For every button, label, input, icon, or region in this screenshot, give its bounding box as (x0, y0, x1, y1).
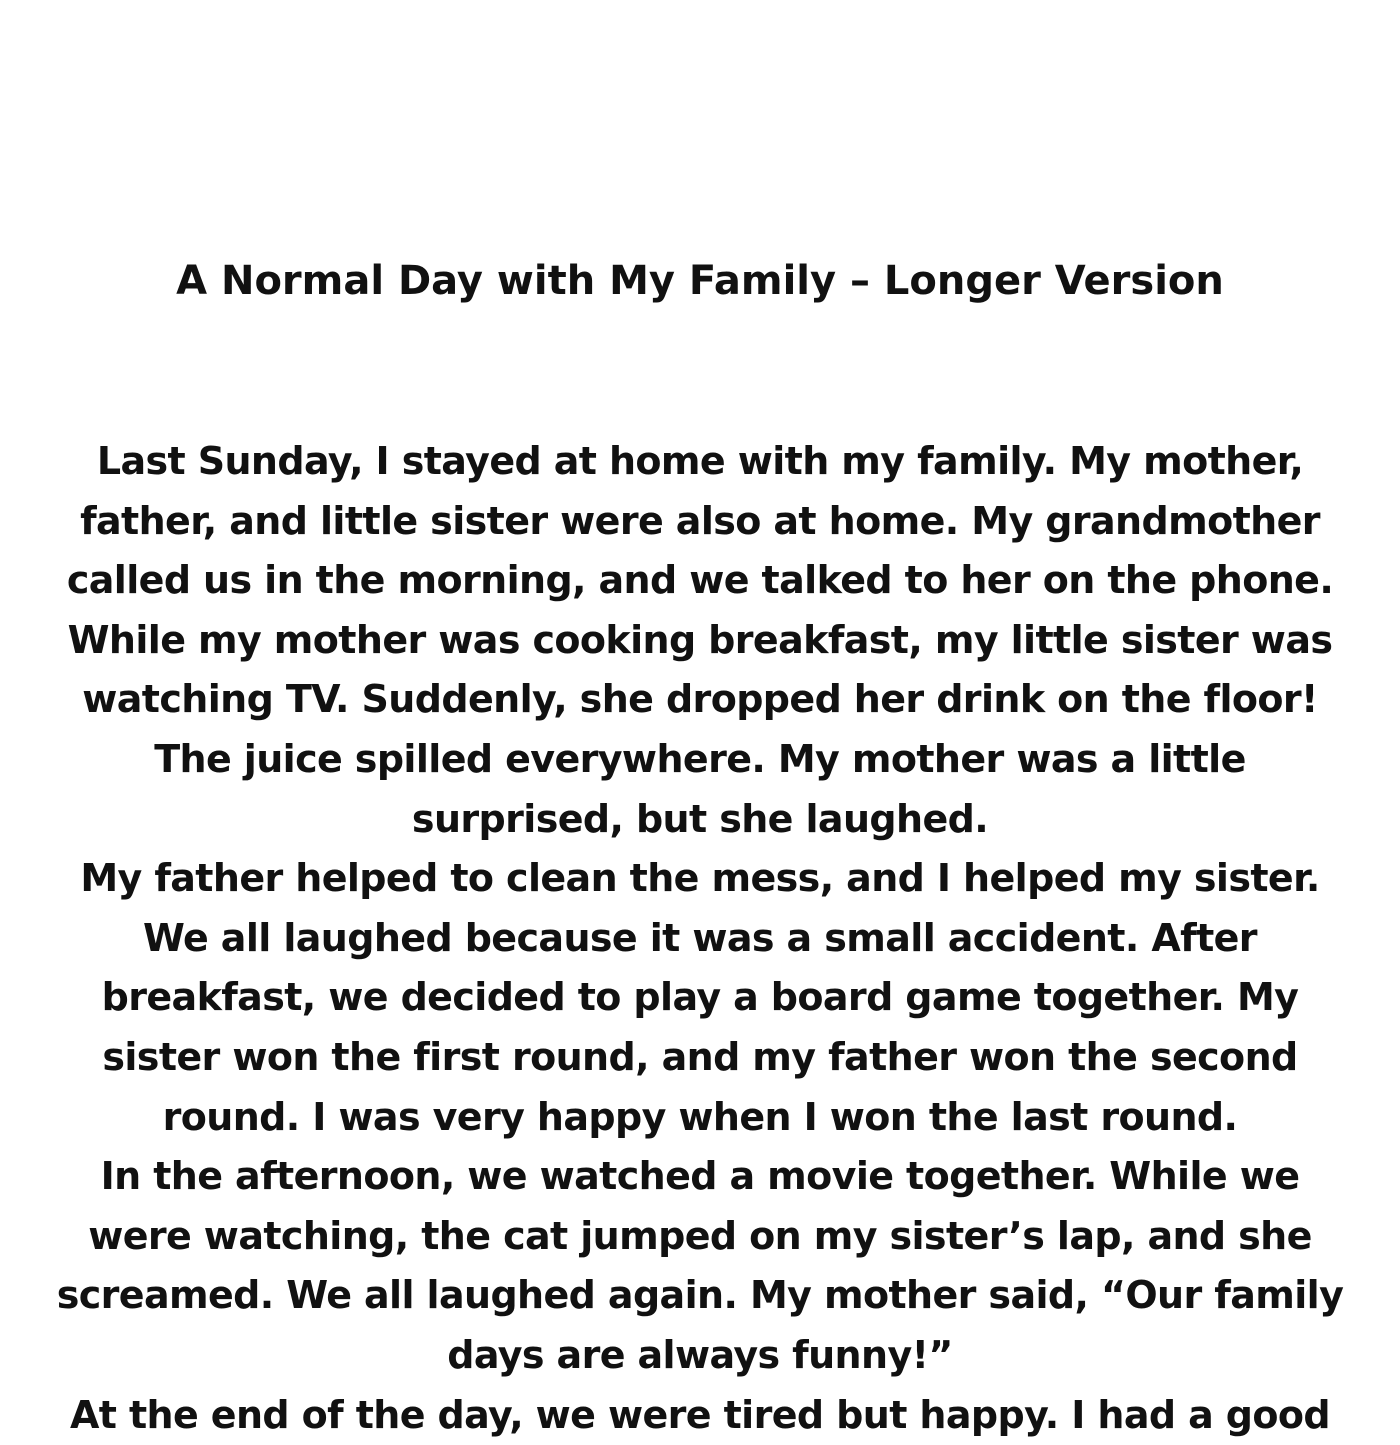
document-title: A Normal Day with My Family – Longer Version (0, 254, 1400, 308)
story-line: screamed. We all laughed again. My mother said, “Our family (30, 1266, 1370, 1326)
story-line: In the afternoon, we watched a movie together. While we (30, 1147, 1370, 1207)
story-line: The juice spilled everywhere. My mother was a little (30, 730, 1370, 790)
story-line: breakfast, we decided to play a board game together. My (30, 968, 1370, 1028)
story-body (30, 432, 1370, 1445)
story-line: days are always funny!” (30, 1326, 1370, 1386)
story-line: round. I was very happy when I won the last round. (30, 1088, 1370, 1148)
story-line: called us in the morning, and we talked to her on the phone. (30, 551, 1370, 611)
story-line: sister won the first round, and my father won the second (30, 1028, 1370, 1088)
story-line: were watching, the cat jumped on my sister’s lap, and she (30, 1207, 1370, 1267)
story-line: At the end of the day, we were tired but happy. I had a good (30, 1386, 1370, 1445)
story-line: father, and little sister were also at home. My grandmother (30, 492, 1370, 552)
story-line: Last Sunday, I stayed at home with my family. My mother, (30, 432, 1370, 492)
story-line: While my mother was cooking breakfast, my little sister was (30, 611, 1370, 671)
story-line: We all laughed because it was a small accident. After (30, 909, 1370, 969)
story-line: My father helped to clean the mess, and I helped my sister. (30, 849, 1370, 909)
story-line: surprised, but she laughed. (30, 790, 1370, 850)
story-line: watching TV. Suddenly, she dropped her drink on the floor! (30, 670, 1370, 730)
